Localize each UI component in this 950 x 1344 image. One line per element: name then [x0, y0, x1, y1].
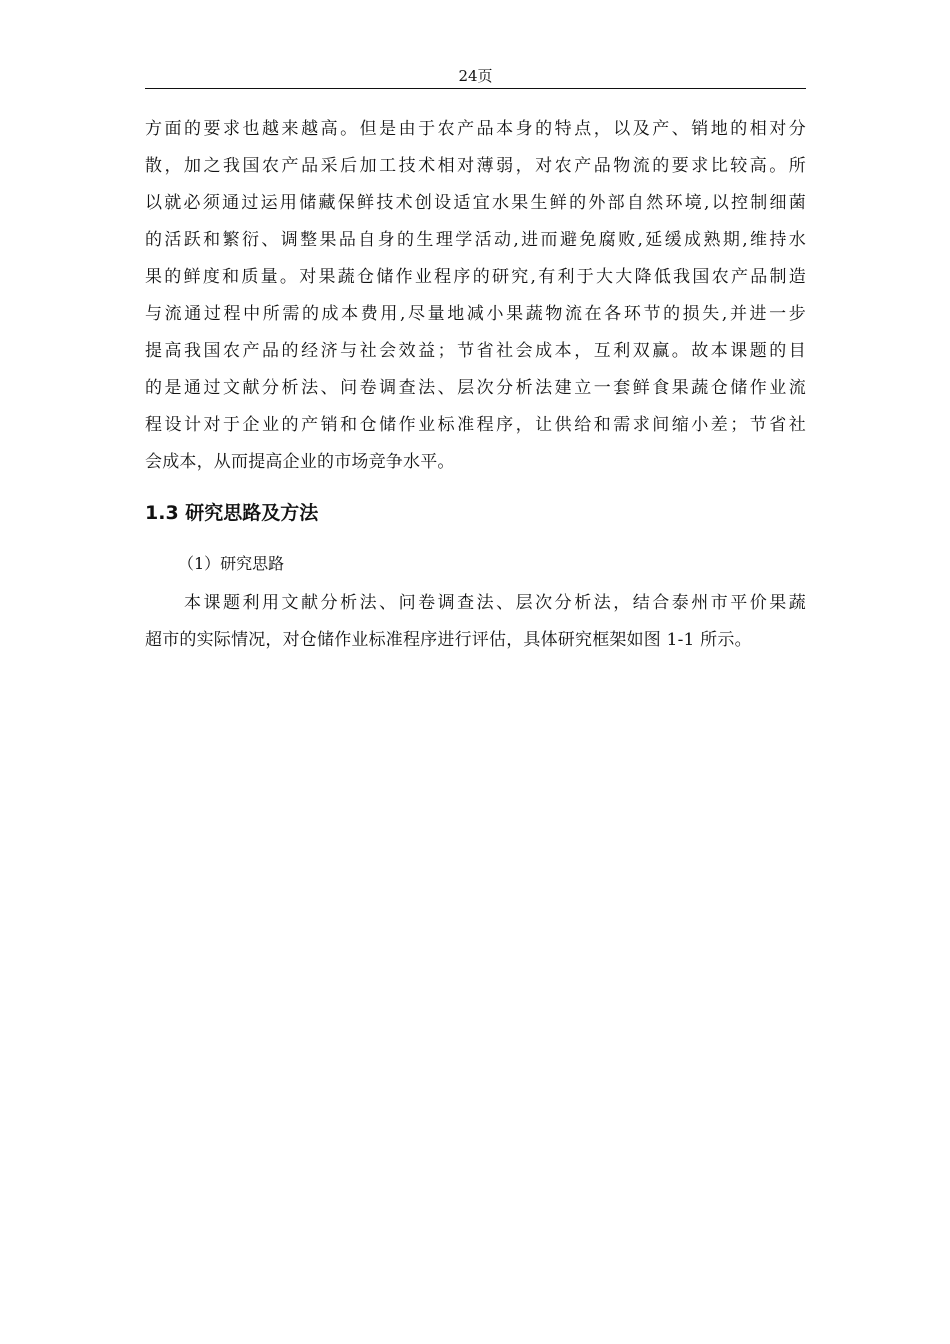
paragraph-line: 的是通过文献分析法、问卷调查法、层次分析法建立一套鲜食果蔬仓储作业流 — [145, 378, 806, 398]
page-header: 24页 — [458, 67, 493, 85]
paragraph-line: 的活跃和繁衍、调整果品自身的生理学活动,进而避免腐败,延缓成熟期,维持水 — [145, 230, 806, 250]
paragraph-objectives — [145, 111, 806, 481]
subsection-heading: （1）研究思路 — [178, 554, 285, 573]
paragraph-research-approach — [145, 585, 806, 659]
paragraph-line: 超市的实际情况，对仓储作业标准程序进行评估，具体研究框架如图 1-1 所示。 — [145, 630, 752, 650]
paragraph-line: 以就必须通过运用储藏保鲜技术创设适宜水果生鲜的外部自然环境,以控制细菌 — [145, 193, 806, 213]
paragraph-line: 提高我国农产品的经济与社会效益；节省社会成本，互利双赢。故本课题的目 — [145, 341, 806, 361]
paragraph-line: 会成本，从而提高企业的市场竞争水平。 — [145, 452, 455, 472]
paragraph-line: 果的鲜度和质量。对果蔬仓储作业程序的研究,有利于大大降低我国农产品制造 — [145, 267, 806, 287]
paragraph-line: 本课题利用文献分析法、问卷调查法、层次分析法，结合泰州市平价果蔬 — [145, 593, 806, 613]
paragraph-line: 与流通过程中所需的成本费用,尽量地减小果蔬物流在各环节的损失,并进一步 — [145, 304, 806, 324]
paragraph-line: 方面的要求也越来越高。但是由于农产品本身的特点，以及产、销地的相对分 — [145, 119, 806, 139]
paragraph-line: 程设计对于企业的产销和仓储作业标准程序，让供给和需求间缩小差；节省社 — [145, 415, 806, 435]
paragraph-line: 散，加之我国农产品采后加工技术相对薄弱，对农产品物流的要求比较高。所 — [145, 156, 806, 176]
section-heading: 1.3 研究思路及方法 — [145, 502, 319, 524]
header-rule — [145, 88, 806, 89]
